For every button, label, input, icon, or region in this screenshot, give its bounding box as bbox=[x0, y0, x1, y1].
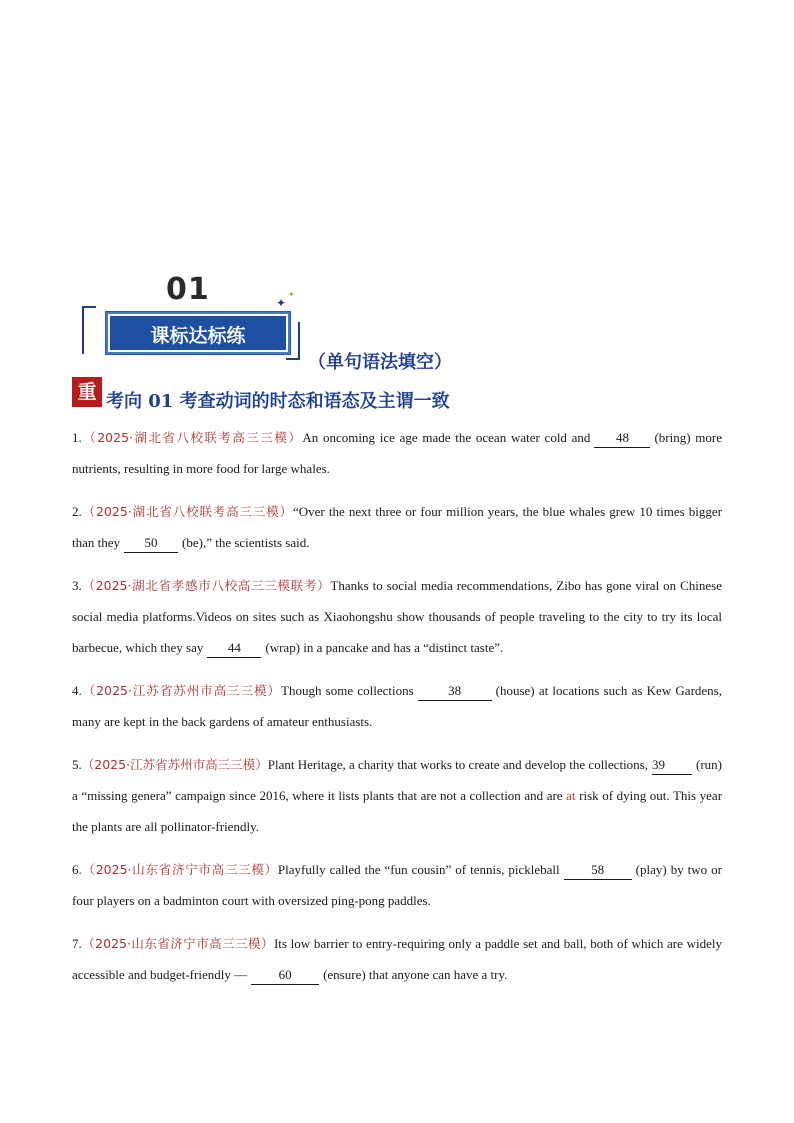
question-number: 1. bbox=[72, 430, 82, 445]
question-source: （2025·江苏省苏州市高三三模） bbox=[81, 683, 282, 698]
question-item bbox=[72, 496, 722, 558]
sparkle-small-icon: ✦ bbox=[288, 290, 295, 299]
highlighted-word: at bbox=[566, 788, 576, 803]
question-text: Plant Heritage, a charity that works to create and develop the collections, bbox=[267, 757, 648, 772]
banner-title-box bbox=[106, 312, 290, 354]
question-text-after: (house) at locations such as Kew Gardens, many are kept in the back gardens of amateur enthusiasts. bbox=[72, 683, 722, 729]
answer-blank: 58 bbox=[564, 861, 632, 880]
answer-blank: 50 bbox=[124, 534, 178, 553]
question-item bbox=[72, 422, 722, 484]
question-item bbox=[72, 570, 722, 663]
section-subtitle: （单句语法填空） bbox=[308, 352, 452, 373]
bracket-left-decoration bbox=[82, 306, 96, 354]
question-text-end: risk of dying out. This year the plants are all pollinator-friendly. bbox=[72, 788, 723, 834]
question-source: （2025·江苏省苏州市高三三模） bbox=[81, 757, 268, 772]
question-text: An oncoming ice age made the ocean water cold and bbox=[302, 430, 591, 445]
question-item bbox=[72, 854, 722, 916]
question-text: Playfully called the “fun cousin” of tennis, pickleball bbox=[277, 862, 560, 877]
answer-blank: 38 bbox=[418, 682, 492, 701]
question-number: 3. bbox=[72, 578, 82, 593]
banner-title: 课标达标练 bbox=[150, 325, 246, 347]
answer-blank: 39 bbox=[652, 756, 692, 775]
sparkle-icon: ✦ bbox=[276, 296, 287, 310]
question-text: “Over the next three or four million years, the blue whales grew 10 times bigger than they bbox=[72, 504, 722, 550]
question-text: Though some collections bbox=[281, 683, 414, 698]
answer-blank: 44 bbox=[207, 639, 261, 658]
topic-heading-text: 考向 01 考查动词的时态和语态及主谓一致 bbox=[106, 391, 450, 412]
question-number: 6. bbox=[72, 862, 82, 877]
section-number: 01 bbox=[166, 272, 210, 307]
question-text: Thanks to social media recommendations, Zibo has gone viral on Chinese social media platforms.Videos on sites such as Xiaohongshu show thousands of people traveling to the city to try its local barbecue, which they say bbox=[72, 578, 722, 655]
question-number: 5. bbox=[72, 757, 82, 772]
question-item bbox=[72, 749, 722, 842]
question-text-after: (play) by two or four players on a badminton court with oversized ping-pong paddles. bbox=[72, 862, 723, 908]
key-point-badge-icon: 重 bbox=[72, 377, 102, 407]
question-item bbox=[72, 675, 722, 737]
question-number: 4. bbox=[72, 683, 82, 698]
question-text-after: (wrap) in a pancake and has a “distinct taste”. bbox=[265, 640, 504, 655]
question-source: （2025·湖北省八校联考高三三模） bbox=[81, 504, 293, 519]
question-text-after: (bring) more nutrients, resulting in more food for large whales. bbox=[72, 430, 722, 476]
question-text: Its low barrier to entry-requiring only a paddle set and ball, both of which are widely accessible and budget-friendly — bbox=[72, 936, 722, 982]
question-text-after: (ensure) that anyone can have a try. bbox=[323, 967, 508, 982]
question-source: （2025·湖北省孝感市八校高三三模联考） bbox=[81, 578, 331, 593]
question-text-after: (be),” the scientists said. bbox=[182, 535, 310, 550]
question-source: （2025·山东省济宁市高三三模） bbox=[81, 936, 274, 951]
question-item bbox=[72, 928, 722, 990]
question-number: 2. bbox=[72, 504, 82, 519]
question-text-after: (run) a “missing genera” campaign since 2016, where it lists plants that are not a collection and are bbox=[72, 757, 722, 803]
question-source: （2025·山东省济宁市高三三模） bbox=[81, 862, 278, 877]
answer-blank: 60 bbox=[251, 966, 319, 985]
question-source: （2025·湖北省八校联考高三三模） bbox=[81, 430, 303, 445]
section-banner bbox=[78, 270, 308, 366]
answer-blank: 48 bbox=[594, 429, 650, 448]
question-number: 7. bbox=[72, 936, 82, 951]
question-list bbox=[72, 422, 722, 1002]
